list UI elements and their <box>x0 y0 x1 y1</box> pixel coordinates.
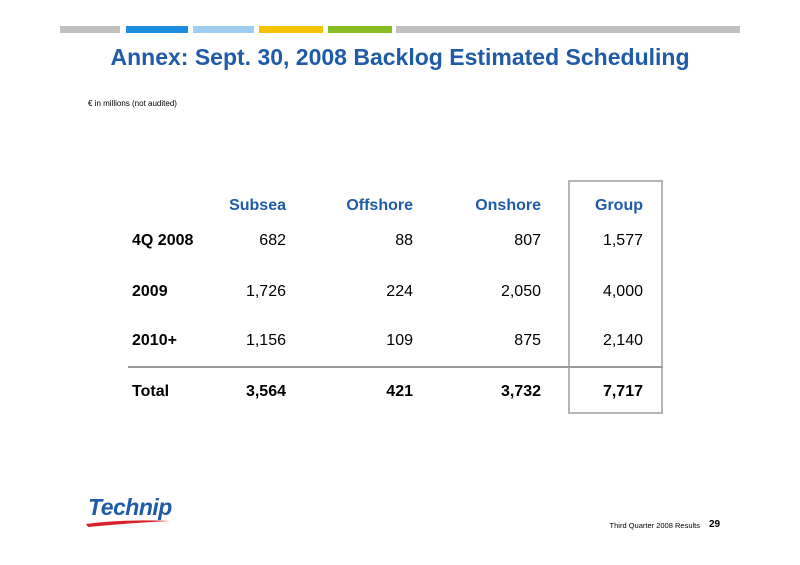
cell-total-subsea: 3,564 <box>245 383 286 400</box>
row-label-2010plus: 2010+ <box>132 332 177 349</box>
technip-logo <box>84 494 174 530</box>
page-number: 29 <box>709 519 721 530</box>
cell-2009-onshore: 2,050 <box>500 283 541 300</box>
cell-2009-offshore: 224 <box>386 283 413 300</box>
column-header-group: Group <box>595 197 643 214</box>
bar-segment-gray-right <box>396 26 740 33</box>
column-header-offshore: Offshore <box>346 197 413 214</box>
bar-segment-green <box>328 26 392 33</box>
cell-2009-subsea: 1,726 <box>245 283 286 300</box>
bar-segment-blue <box>126 26 188 33</box>
logo-wordmark: Technip <box>88 494 172 520</box>
bar-segment-light-blue <box>193 26 254 33</box>
column-header-subsea: Subsea <box>229 197 286 214</box>
cell-total-onshore: 3,732 <box>500 383 541 400</box>
bar-segment-gray <box>60 26 120 33</box>
total-separator-line <box>128 366 663 368</box>
cell-4q2008-subsea: 682 <box>259 232 286 249</box>
top-color-bar <box>60 26 740 33</box>
cell-2010plus-group: 2,140 <box>602 332 643 349</box>
cell-4q2008-onshore: 807 <box>514 232 541 249</box>
bar-segment-yellow <box>259 26 323 33</box>
row-label-total: Total <box>132 383 170 400</box>
row-label-2009: 2009 <box>132 283 168 300</box>
cell-total-group: 7,717 <box>602 383 643 400</box>
footer-caption: Third Quarter 2008 Results <box>609 521 700 530</box>
row-label-4q2008: 4Q 2008 <box>132 232 194 249</box>
units-note: € in millions (not audited) <box>88 99 177 108</box>
cell-total-offshore: 421 <box>386 383 413 400</box>
cell-4q2008-offshore: 88 <box>395 232 413 249</box>
page-title: Annex: Sept. 30, 2008 Backlog Estimated Scheduling <box>110 44 690 70</box>
cell-2009-group: 4,000 <box>602 283 643 300</box>
cell-2010plus-offshore: 109 <box>386 332 413 349</box>
logo-swoosh-icon <box>84 518 174 528</box>
column-header-onshore: Onshore <box>475 197 541 214</box>
cell-4q2008-group: 1,577 <box>602 232 643 249</box>
cell-2010plus-onshore: 875 <box>514 332 541 349</box>
cell-2010plus-subsea: 1,156 <box>245 332 286 349</box>
